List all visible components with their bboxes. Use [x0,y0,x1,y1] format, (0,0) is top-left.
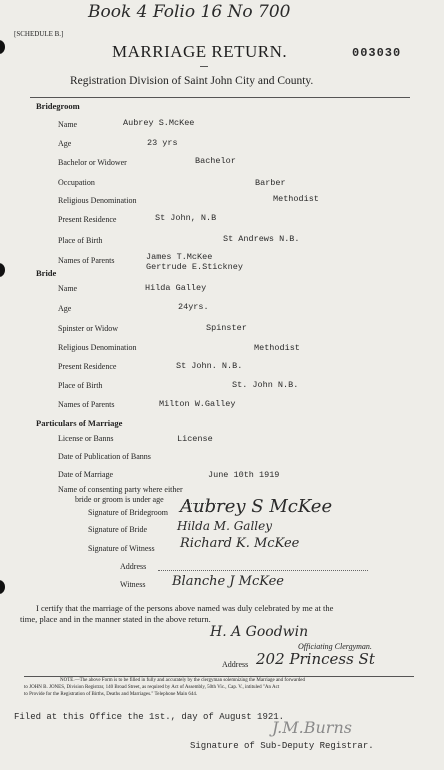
sig-groom-value: Aubrey S McKee [180,496,333,517]
page-subtitle: Registration Division of Saint John City and County. [70,75,314,87]
witness-value: Blanche J McKee [172,574,284,589]
ornament [200,66,208,67]
groom-religion-value: Methodist [273,194,319,204]
bridegroom-heading: Bridegroom [36,101,80,111]
groom-religion-label: Religious Denomination [58,196,137,205]
groom-name-label: Name [58,120,78,129]
certification-line1: I certify that the marriage of the persons above named was duly celebrated by me at the [36,603,334,613]
punch-hole [0,580,5,594]
registrar-signature: J.M.Burns [272,718,352,737]
license-label: License or Banns [58,434,114,443]
consent-label-line1: Name of consenting party where either [58,485,183,494]
bride-age-label: Age [58,304,72,313]
sig-bride-label: Signature of Bride [88,525,148,534]
bride-birthplace-label: Place of Birth [58,381,103,390]
bride-status-label: Spinster or Widow [58,324,118,333]
divider [30,97,410,98]
sig-witness-label: Signature of Witness [88,544,155,553]
punch-hole [0,40,5,54]
filed-date-text: Filed at this Office the 1st., day of August 1921. [14,712,285,722]
consent-label-line2: bride or groom is under age [75,495,164,504]
marriage-heading: Particulars of Marriage [36,418,123,428]
groom-residence-label: Present Residence [58,215,117,224]
sig-bride-value: Hilda M. Galley [177,519,273,533]
bride-status-value: Spinster [206,323,247,333]
certification-line2: time, place and in the manner stated in the above return. [20,614,211,624]
groom-birthplace-value: St Andrews N.B. [223,234,300,244]
clergy-label: Officiating Clergyman. [298,642,372,651]
note-line2: to JOHN B. JONES, Division Registrar, 140 Broad Street, as required by Act of Assembly, 50th Vic., Cap. V., intituled "An Act [24,685,280,690]
schedule-label: [SCHEDULE B.] [14,30,64,38]
groom-age-label: Age [58,139,72,148]
groom-father-value: James T.McKee [146,252,213,262]
bride-religion-value: Methodist [254,343,300,353]
bride-parents-label: Names of Parents [58,400,115,409]
groom-name-value: Aubrey S.McKee [123,118,195,128]
groom-mother-value: Gertrude E.Stickney [146,262,243,272]
book-folio-note: Book 4 Folio 16 No 700 [88,2,291,22]
witness-address-label: Address [120,562,147,571]
bride-birthplace-value: St. John N.B. [232,380,299,390]
groom-status-value: Bachelor [195,156,236,166]
groom-occupation-label: Occupation [58,178,95,187]
groom-residence-value: St John, N.B [155,213,217,223]
sig-witness-value: Richard K. McKee [180,536,300,551]
groom-occupation-value: Barber [255,178,286,188]
bride-name-label: Name [58,284,78,293]
license-value: License [177,434,213,444]
groom-birthplace-label: Place of Birth [58,236,103,245]
note-line1: NOTE.—The above Form is to be filled in fully and accurately by the clergyman solemnizing the Marriage and forwarded [60,678,305,683]
bride-residence-value: St John. N.B. [176,361,243,371]
sig-groom-label: Signature of Bridegroom [88,508,168,517]
bride-age-value: 24yrs. [178,302,209,312]
marriage-date-label: Date of Marriage [58,470,114,479]
clergy-signature: H. A Goodwin [210,624,309,640]
groom-status-label: Bachelor or Widower [58,158,127,167]
groom-age-value: 23 yrs [147,138,178,148]
registrar-label: Signature of Sub-Deputy Registrar. [190,741,374,751]
clergy-address-label: Address [222,660,249,669]
bride-religion-label: Religious Denomination [58,343,137,352]
banns-publication-label: Date of Publication of Banns [58,452,151,461]
bride-heading: Bride [36,268,57,278]
witness-label: Witness [120,580,146,589]
divider [24,676,414,677]
page-title: MARRIAGE RETURN. [112,42,288,61]
clergy-address-value: 202 Princess St [256,650,375,668]
bride-residence-label: Present Residence [58,362,117,371]
bride-name-value: Hilda Galley [145,283,207,293]
groom-parents-label: Names of Parents [58,256,115,265]
record-number: 003030 [352,46,402,60]
note-line3: to Provide for the Registration of Births, Deaths and Marriages." Telephone Main 644. [24,692,198,697]
marriage-date-value: June 10th 1919 [208,470,280,480]
bride-parents-value: Milton W.Galley [159,399,236,409]
punch-hole [0,263,5,277]
